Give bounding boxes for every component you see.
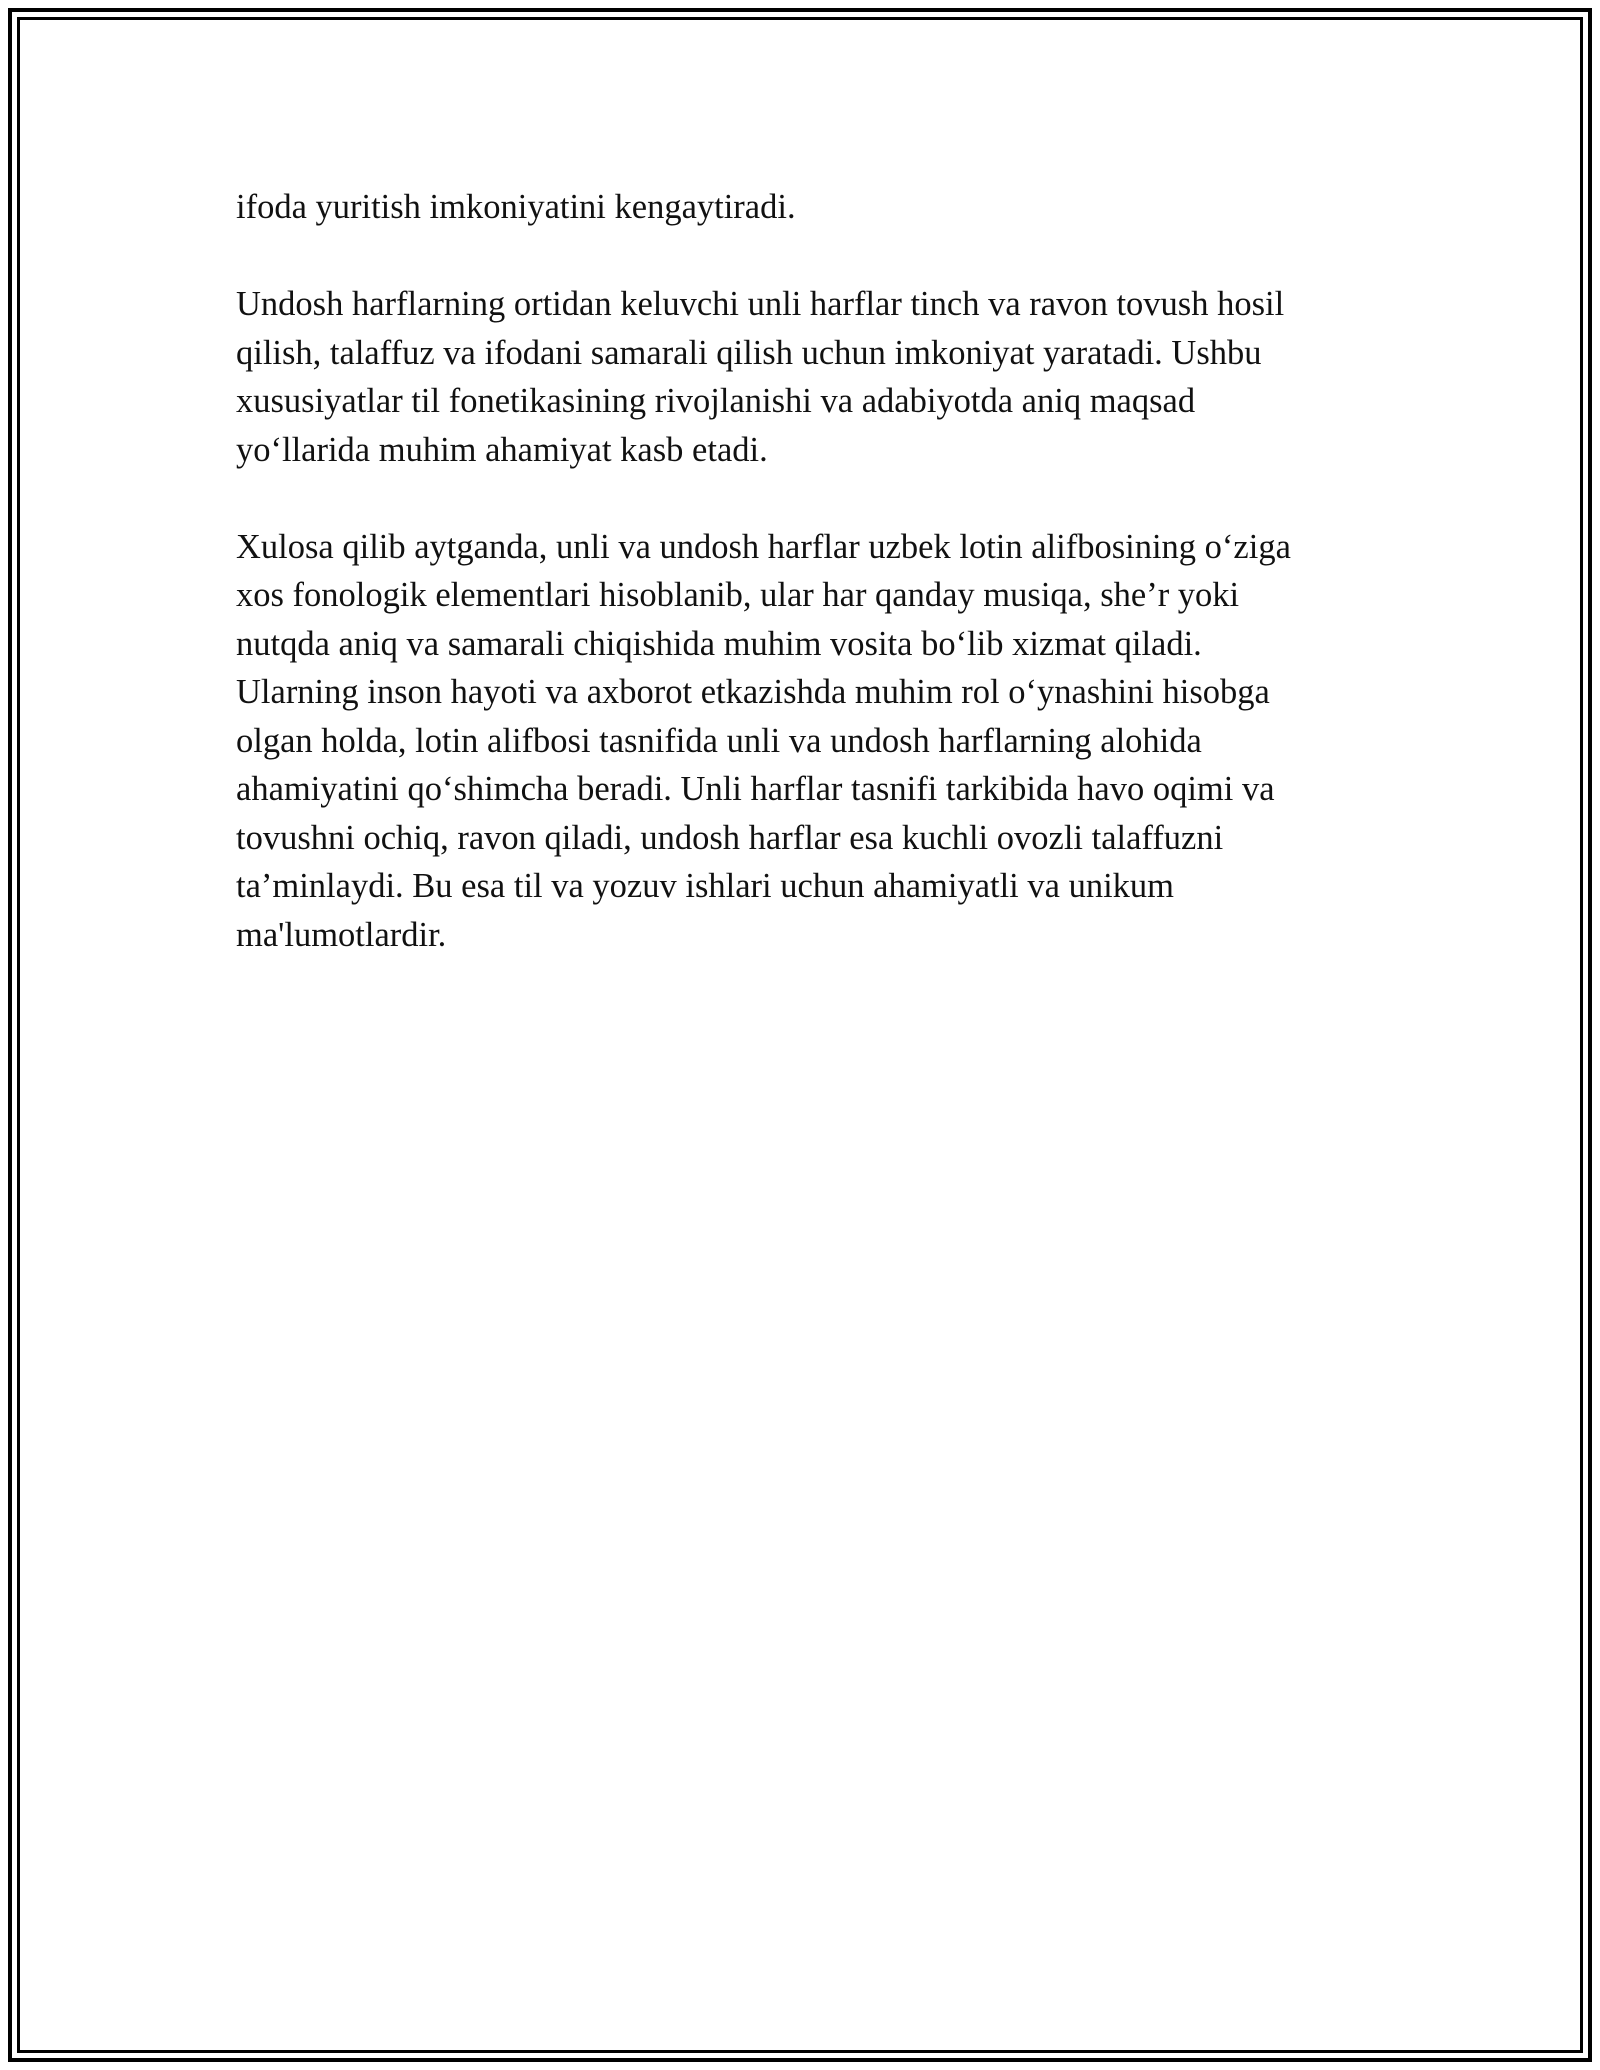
paragraph-1 xyxy=(236,183,1376,232)
text-line: xos fonologik elementlari hisoblanib, ular har qanday musiqa, she’r yoki xyxy=(236,576,1240,614)
text-line: qilish, talaffuz va ifodani samarali qilish uchun imkoniyat yaratadi. Ushbu xyxy=(236,333,1262,372)
paragraph-2 xyxy=(236,280,1376,474)
text-line: olgan holda, lotin alifbosi tasnifida unli va undosh harflarning alohida xyxy=(236,721,1202,760)
text-line: Undosh harflarning ortidan keluvchi unli harflar tinch va ravon tovush hosil xyxy=(236,285,1285,323)
text-line: nutqda aniq va samarali chiqishida muhim vosita bo‘lib xizmat qiladi. xyxy=(236,624,1202,663)
text-line: ahamiyatini qo‘shimcha beradi. Unli harflar tasnifi tarkibida havo oqimi va xyxy=(236,770,1275,808)
text-line: ifoda yuritish imkoniyatini kengaytiradi. xyxy=(236,188,796,226)
document-body xyxy=(236,183,1376,1008)
text-line: yo‘llarida muhim ahamiyat kasb etadi. xyxy=(236,430,768,469)
text-line: xususiyatlar til fonetikasining rivojlanishi va adabiyotda aniq maqsad xyxy=(236,382,1196,420)
text-line: Ularning inson hayoti va axborot etkazishda muhim rol o‘ynashini hisobga xyxy=(236,673,1270,711)
text-line: tovushni ochiq, ravon qiladi, undosh harflar esa kuchli ovozli talaffuzni xyxy=(236,818,1224,857)
text-line: ma'lumotlardir. xyxy=(236,915,447,954)
text-line: Xulosa qilib aytganda, unli va undosh harflar uzbek lotin alifbosining o‘ziga xyxy=(236,527,1291,566)
text-line: ta’minlaydi. Bu esa til va yozuv ishlari uchun ahamiyatli va unikum xyxy=(236,867,1175,905)
paragraph-3 xyxy=(236,523,1376,960)
